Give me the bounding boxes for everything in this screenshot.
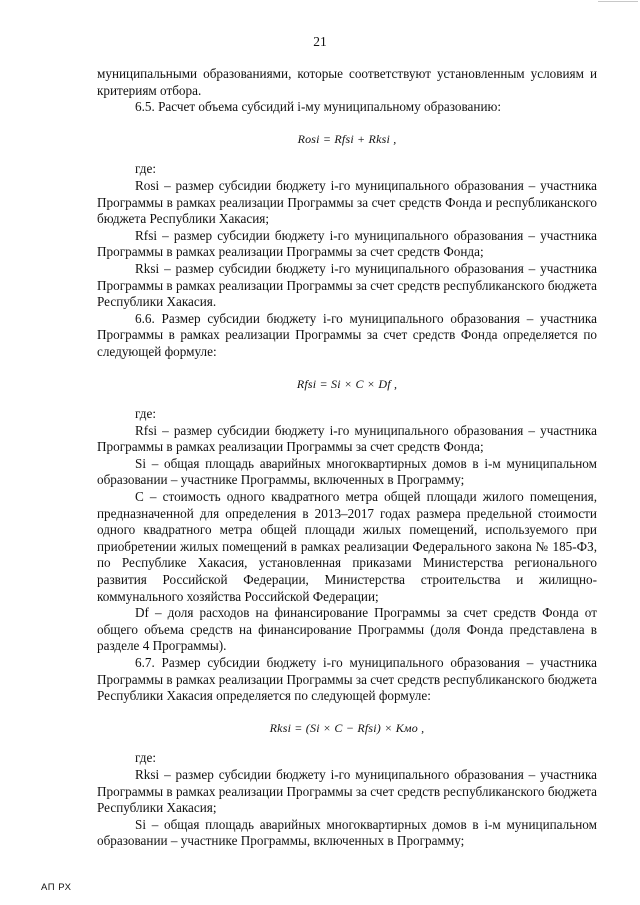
section-heading-6-6: 6.6. Размер субсидии бюджету i-го муниципального образования – участника Программы в рамках реализации Программы за счет средств Фонда определяется по следующей формуле: <box>97 310 597 359</box>
where-label: где: <box>135 750 156 766</box>
definition-rfsi: Rfsi – размер субсидии бюджету i-го муниципального образования – участника Программы в рамках реализации Программы за счет средств Фонда; <box>97 422 597 455</box>
where-label: где: <box>135 406 156 422</box>
definition-rksi: Rksi – размер субсидии бюджету i-го муниципального образования – участника Программы в рамках реализации Программы за счет средств республиканского бюджета Республики Хакасия. <box>97 260 597 310</box>
page-number: 21 <box>313 34 327 49</box>
footer-stamp: АП РХ <box>41 882 72 893</box>
definition-df: Df – доля расходов на финансирование Программы за счет средств Фонда от общего объема средств на финансирование Программы (доля Фонда представлена в разделе 4 Программы). <box>97 605 597 654</box>
definition-rfsi: Rfsi – размер субсидии бюджету i-го муниципального образования – участника Программы в рамках реализации Программы за счет средств Фонда; <box>97 227 597 260</box>
definition-si: Si – общая площадь аварийных многоквартирных домов в i-м муниципальном образовании – участнике Программы, включенных в Программу; <box>97 816 597 849</box>
page-body <box>97 66 597 850</box>
section-heading-6-7: 6.7. Размер субсидии бюджету i-го муниципального образования – участника Программы в рамках реализации Программы за счет средств республиканского бюджета Республики Хакасия определяется по следующей формуле: <box>97 655 597 704</box>
formula-rosi: Rosi = Rfsi + Rksi , <box>297 131 397 146</box>
definition-c: С – стоимость одного квадратного метра общей площади жилого помещения, предназначенной для определения в 2013–2017 годах размера предельной стоимости одного квадратного метра общей площади жилых помещений, используемого при приобретении жилых помещений в рамках реализации Федерального закона № 185-ФЗ, по Республике Хакасия, установленная приказами Министерства регионального развития Российской Федерации, Министерства строительства и жилищно-коммунального хозяйства Российской Федерации; <box>97 489 597 604</box>
definition-rksi: Rksi – размер субсидии бюджету i-го муниципального образования – участника Программы в рамках реализации Программы за счет средств республиканского бюджета Республики Хакасия; <box>97 766 597 816</box>
paragraph: муниципальными образованиями, которые соответствуют установленным условиям и критериям отбора. <box>97 66 597 98</box>
section-heading-6-5: 6.5. Расчет объема субсидий i-му муниципальному образованию: <box>135 99 502 115</box>
scan-edge-mark <box>598 1 638 2</box>
definition-si: Si – общая площадь аварийных многоквартирных домов в i-м муниципальном образовании – участнике Программы, включенных в Программу; <box>97 455 597 488</box>
definition-rosi: Rosi – размер субсидии бюджету i-го муниципального образования – участника Программы в рамках реализации Программы за счет средств Фонда и республиканского бюджета Республики Хакасия; <box>97 177 597 227</box>
where-label: где: <box>135 161 156 177</box>
formula-rfsi: Rfsi = Si × C × Df , <box>296 376 398 391</box>
formula-rksi: Rksi = (Si × C − Rfsi) × Kмо , <box>269 720 425 735</box>
